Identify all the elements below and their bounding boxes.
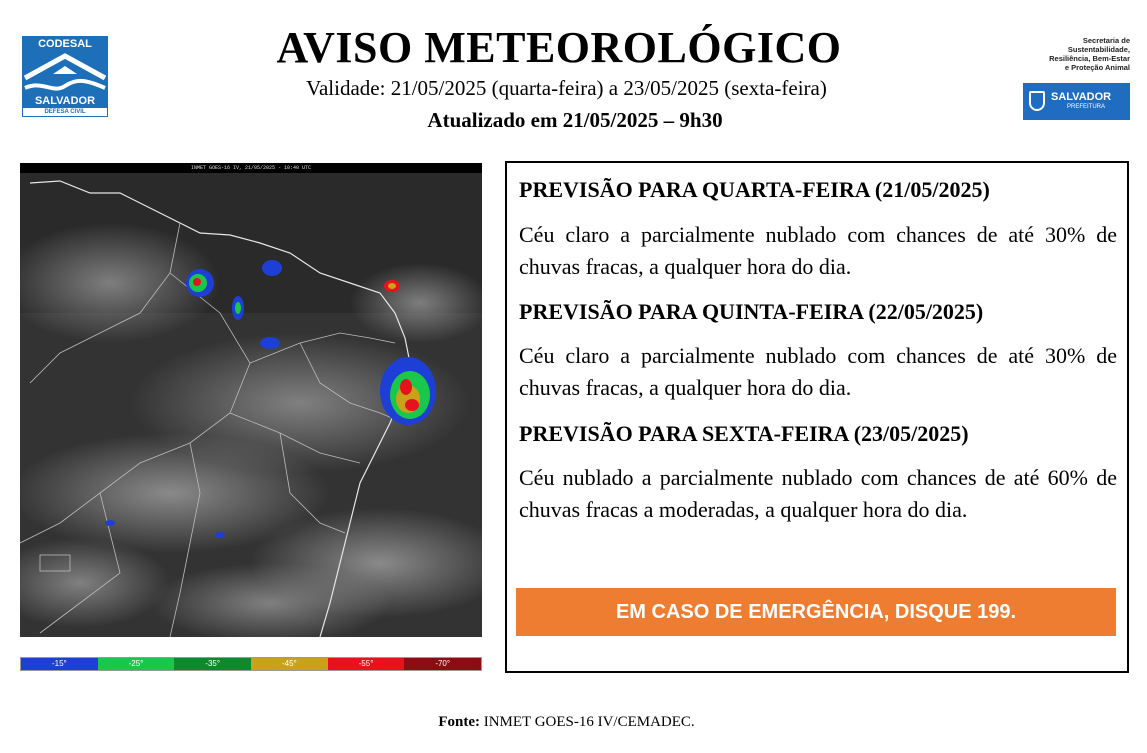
satellite-map-icon [20, 163, 482, 637]
source-text: INMET GOES-16 IV/CEMADEC. [483, 714, 695, 730]
emergency-banner: EM CASO DE EMERGÊNCIA, DISQUE 199. [516, 588, 1116, 636]
updated-text: Atualizado em 21/05/2025 – 9h30 [427, 108, 723, 132]
scale-segment: -45° [251, 658, 328, 670]
forecast-heading-thursday: PREVISÃO PARA QUINTA-FEIRA (22/05/2025) [519, 299, 984, 324]
temperature-scale [20, 657, 482, 671]
scale-segment: -25° [98, 658, 175, 670]
source-label: Fonte: [438, 714, 480, 730]
prefeitura-badge [1023, 83, 1130, 120]
prefeitura-logo [1005, 36, 1130, 122]
codesal-logo-top-text: CODESAL [23, 37, 107, 52]
page-title: AVISO METEOROLÓGICO [276, 23, 842, 72]
codesal-logo-bottom-text: SALVADOR [23, 95, 107, 108]
satellite-image [20, 163, 482, 637]
scale-segment: -15° [21, 658, 98, 670]
source-footer [0, 714, 1133, 731]
forecast-text-wednesday: Céu claro a parcialmente nublado com chances de até 30% de chuvas fracas, a qualquer hora do dia. [519, 222, 1117, 279]
forecast-heading-wednesday: PREVISÃO PARA QUARTA-FEIRA (21/05/2025) [519, 177, 990, 202]
scale-segment: -70° [404, 658, 481, 670]
codesal-logo-subtitle: DEFESA CIVIL [44, 109, 86, 115]
prefeitura-label: PREFEITURA [1067, 104, 1106, 110]
scale-segment: -35° [174, 658, 251, 670]
forecast-text-friday: Céu nublado a parcialmente nublado com chances de até 60% de chuvas fracas a moderadas, a qualquer hora do dia. [519, 465, 1117, 522]
prefeitura-city-name: SALVADOR [1051, 91, 1112, 103]
city-shield-icon [1029, 91, 1045, 111]
scale-segment: -55° [328, 658, 405, 670]
forecast-panel [505, 161, 1129, 673]
forecast-text-thursday: Céu claro a parcialmente nublado com chances de até 30% de chuvas fracas, a qualquer hora do dia. [519, 343, 1117, 400]
validity-text: Validade: 21/05/2025 (quarta-feira) a 23/05/2025 (sexta-feira) [306, 76, 827, 100]
satellite-header: INMET GOES-16 IV, 21/05/2025 - 10:40 UTC [20, 163, 482, 173]
forecast-heading-friday: PREVISÃO PARA SEXTA-FEIRA (23/05/2025) [519, 421, 969, 446]
secretaria-name: Secretaria de Sustentabilidade, Resiliência, Bem-Estar e Proteção Animal [1049, 36, 1130, 72]
